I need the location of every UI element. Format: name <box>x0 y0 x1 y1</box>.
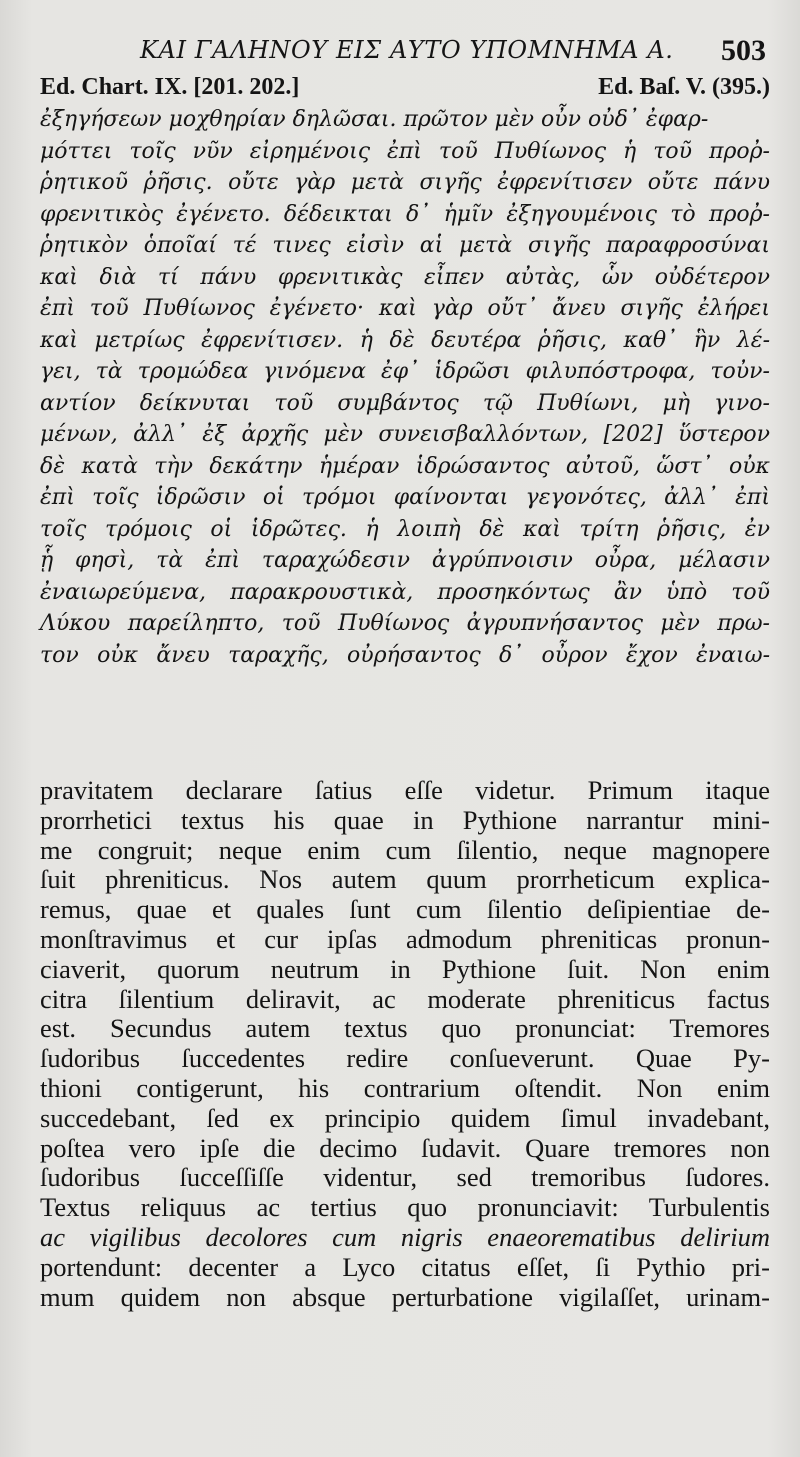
latin-line: me congruit; neque enim cum ſilentio, neque magnopere <box>40 834 770 865</box>
edition-reference-line <box>40 74 770 104</box>
latin-line: Textus reliquus ac tertius quo pronunciavit: Turbulentis <box>40 1192 770 1223</box>
latin-line: monſtravimus et cur ipſas admodum phreniticas pronun- <box>40 923 770 954</box>
page-number: 503 <box>721 34 766 67</box>
latin-text-block <box>40 776 770 1312</box>
edition-chart-reference: Ed. Chart. IX. [201. 202.] <box>40 74 300 100</box>
greek-line: φρενιτικὸς ἐγένετο. δέδεικται δ᾽ ἡμῖν ἐξηγουμένοις τὸ προῤ- <box>40 201 770 227</box>
latin-line: prorrhetici textus his quae in Pythione narrantur mini- <box>40 804 770 835</box>
latin-line: succedebant, ſed ex principio quidem ſimul invadebant, <box>40 1102 770 1133</box>
greek-line: ᾗ φησὶ, τὰ ἐπὶ ταραχώδεσιν ἀγρύπνοισιν οὖρα, μέλασιν <box>40 548 770 573</box>
greek-line: Λύκου παρείληπτο, τοῦ Πυθίωνος ἀγρυπνήσαντος μὲν πρω- <box>40 611 770 636</box>
greek-line: ῥητικοῦ ῥῆσις. οὔτε γὰρ μετὰ σιγῆς ἐφρενίτισεν οὔτε πάνυ <box>40 170 770 195</box>
running-title: ΚΑΙ ΓΑΛΗΝΟΥ ΕΙΣ ΑΥΤΟ ΥΠΟΜΝΗΜΑ Α. <box>140 36 674 64</box>
running-head <box>40 30 770 74</box>
greek-line: καὶ μετρίως ἐφρενίτισεν. ἡ δὲ δευτέρα ῥῆσις, καθ᾽ ἣν λέ- <box>40 327 770 353</box>
latin-line: ciaverit, quorum neutrum in Pythione ſuit. Non enim <box>40 953 770 984</box>
greek-line: ἐπὶ τοῦ Πυθίωνος ἐγένετο· καὶ γὰρ οὔτ᾽ ἄνευ σιγῆς ἐλήρει <box>40 296 770 321</box>
greek-line: τοῖς τρόμοις οἱ ἱδρῶτες. ἡ λοιπὴ δὲ καὶ τρίτη ῥῆσις, ἐν <box>40 516 770 542</box>
greek-line: ῥητικὸν ὁποῖαί τέ τινες εἰσὶν αἱ μετὰ σιγῆς παραφροσύναι <box>40 233 770 258</box>
edition-basel-reference: Ed. Baſ. V. (395.) <box>598 74 770 100</box>
greek-line: δὲ κατὰ τὴν δεκάτην ἡμέραν ἱδρώσαντος αὐτοῦ, ὥστ᾽ οὐκ <box>40 453 770 479</box>
greek-line: καὶ διὰ τί πάνυ φρενιτικὰς εἶπεν αὐτὰς, ὧν οὐδέτερον <box>40 264 770 290</box>
greek-text-block <box>40 104 770 671</box>
latin-line: citra ſilentium deliravit, ac moderate phreniticus factus <box>40 983 770 1014</box>
greek-line: τον οὐκ ἄνευ ταραχῆς, οὐρήσαντος δ᾽ οὖρον ἔχον ἐναιω- <box>40 642 770 668</box>
latin-line: ſudoribus ſucceſſiſſe videntur, sed tremoribus ſudores. <box>40 1162 770 1193</box>
greek-line: μόττει τοῖς νῦν εἰρημένοις ἐπὶ τοῦ Πυθίωνος ἡ τοῦ προῤ- <box>40 138 770 164</box>
greek-line: ἐναιωρεύμενα, παρακρουστικὰ, προσηκόντως ἂν ὑπὸ τοῦ <box>40 579 770 605</box>
latin-line: ſudoribus ſuccedentes redire conſueverunt. Quae Py- <box>40 1043 770 1074</box>
latin-line: poſtea vero ipſe die decimo ſudavit. Quare tremores non <box>40 1132 770 1163</box>
greek-line: μένων, ἀλλ᾽ ἐξ ἀρχῆς μὲν συνεισβαλλόντων, [202] ὕστερον <box>40 422 770 447</box>
latin-line: ſuit phreniticus. Nos autem quum prorrheticum explica- <box>40 864 770 895</box>
latin-line: est. Secundus autem textus quo pronunciat: Tremores <box>40 1013 770 1044</box>
latin-line: pravitatem declarare ſatius eſſe videtur. Primum itaque <box>40 775 770 805</box>
greek-line: ἐξηγήσεων μοχθηρίαν δηλῶσαι. πρῶτον μὲν οὖν οὐδ᾽ ἐφαρ- <box>40 107 709 132</box>
latin-line: portendunt: decenter a Lyco citatus eſſet, ſi Pythio pri- <box>40 1251 770 1282</box>
greek-line: αντίον δείκνυται τοῦ συμβάντος τῷ Πυθίωνι, μὴ γινο- <box>40 390 770 416</box>
latin-line: remus, quae et quales ſunt cum ſilentio deſipientiae de- <box>40 894 770 925</box>
latin-line: ac vigilibus decolores cum nigris enaeorematibus delirium <box>40 1221 770 1252</box>
latin-line: thioni contigerunt, his contrarium oſtendit. Non enim <box>40 1072 770 1103</box>
latin-line: mum quidem non absque perturbatione vigilaſſet, urinam- <box>40 1281 770 1312</box>
greek-line: γει, τὰ τρομώδεα γινόμενα ἐφ᾽ ἱδρῶσι φιλυπόστροφα, τοὐν- <box>40 359 770 384</box>
greek-line: ἐπὶ τοῖς ἱδρῶσιν οἱ τρόμοι φαίνονται γεγονότες, ἀλλ᾽ ἐπὶ <box>40 485 770 510</box>
